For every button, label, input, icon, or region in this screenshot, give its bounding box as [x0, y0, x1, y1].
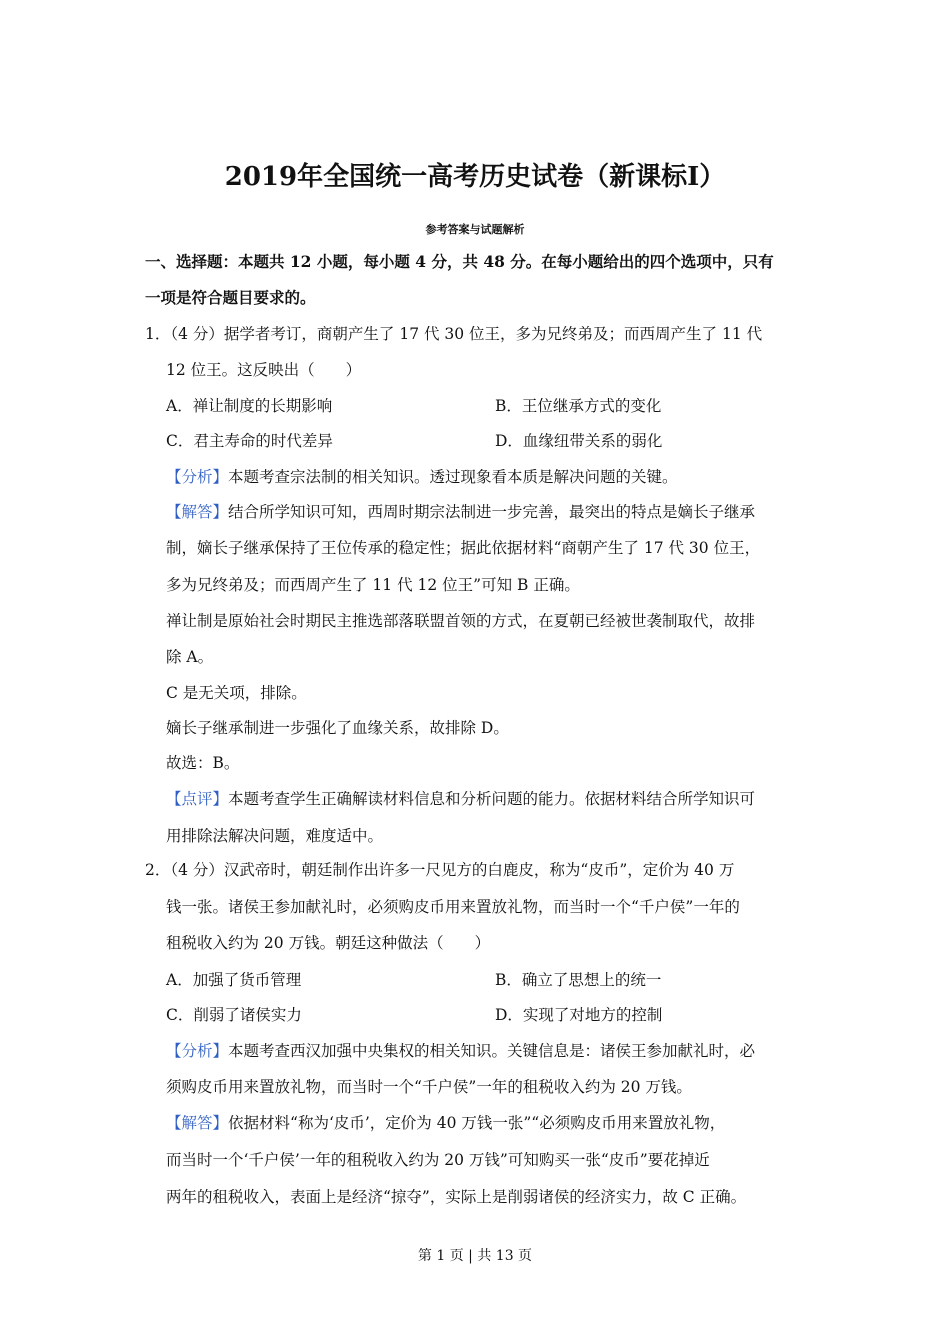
- answer: [166, 502, 755, 522]
- answer-text: C 是无关项，排除。: [166, 684, 307, 702]
- option-a: A．加强了货币管理: [166, 971, 302, 989]
- section-heading: 一项是符合题目要求的。: [145, 288, 316, 307]
- analysis: [166, 1041, 755, 1061]
- document-subtitle: 参考答案与试题解析: [425, 223, 525, 236]
- analysis-tag: 【分析】: [166, 468, 229, 486]
- answer-text: 嫡长子继承制进一步强化了血缘关系，故排除 D。: [166, 719, 509, 737]
- answer: [166, 1113, 725, 1133]
- answer-text: 结合所学知识可知，西周时期宗法制进一步完善，最突出的特点是嫡长子继承: [228, 503, 756, 521]
- answer-tag: 【解答】: [166, 1114, 229, 1132]
- question-2-stem: 租税收入约为 20 万钱。朝廷这种做法（ ）: [166, 934, 491, 952]
- answer-text: 而当时一个‘千户侯’一年的租税收入约为 20 万钱”可知购买一张“皮币”要花掉近: [166, 1151, 710, 1169]
- option-d: D．血缘纽带关系的弱化: [495, 432, 663, 450]
- answer-text: 制，嫡长子继承保持了王位传承的稳定性；据此依据材料“商朝产生了 17 代 30 位王，: [166, 539, 761, 557]
- option-c: C．削弱了诸侯实力: [166, 1006, 302, 1024]
- question-2-stem: 钱一张。诸侯王参加献礼时，必须购皮币用来置放礼物，而当时一个“千户侯”一年的: [166, 898, 740, 916]
- option-c: C．君主寿命的时代差异: [166, 432, 333, 450]
- answer-text: 多为兄终弟及；而西周产生了 11 代 12 位王”可知 B 正确。: [166, 576, 580, 594]
- answer-text: 除 A。: [166, 648, 214, 666]
- analysis-text: 本题考查西汉加强中央集权的相关知识。关键信息是：诸侯王参加献礼时，必: [228, 1042, 756, 1060]
- document-title: 2019年全国统一高考历史试卷（新课标Ⅰ）: [224, 162, 726, 192]
- option-d: D．实现了对地方的控制: [495, 1006, 663, 1024]
- question-1-stem: 1．（4 分）据学者考订，商朝产生了 17 代 30 位王，多为兄终弟及；而西周产生了 11 代: [145, 325, 763, 343]
- option-a: A．禅让制度的长期影响: [166, 397, 333, 415]
- answer-text: 禅让制是原始社会时期民主推选部落联盟首领的方式，在夏朝已经被世袭制取代，故排: [166, 612, 756, 630]
- comment: [166, 789, 755, 809]
- option-b: B．王位继承方式的变化: [495, 397, 662, 415]
- section-heading: 一、选择题：本题共 12 小题，每小题 4 分，共 48 分。在每小题给出的四个选项中，只有: [145, 252, 774, 271]
- answer-text: 故选：B。: [166, 754, 240, 772]
- question-2-stem: 2．（4 分）汉武帝时，朝廷制作出许多一尺见方的白鹿皮，称为“皮币”，定价为 40 万: [145, 861, 735, 879]
- answer-text: 两年的租税收入，表面上是经济“掠夺”，实际上是削弱诸侯的经济实力，故 C 正确。: [166, 1188, 747, 1206]
- question-1-stem: 12 位王。这反映出（ ）: [166, 361, 362, 379]
- answer-text: 依据材料“称为‘皮币’，定价为 40 万钱一张”“必须购皮币用来置放礼物，: [228, 1114, 726, 1132]
- analysis-text: 本题考查宗法制的相关知识。透过现象看本质是解决问题的关键。: [228, 468, 678, 486]
- comment-tag: 【点评】: [166, 790, 229, 808]
- comment-text: 本题考查学生正确解读材料信息和分析问题的能力。依据材料结合所学知识可: [228, 790, 756, 808]
- option-b: B．确立了思想上的统一: [495, 971, 662, 989]
- analysis-text: 须购皮币用来置放礼物，而当时一个“千户侯”一年的租税收入约为 20 万钱。: [166, 1078, 692, 1096]
- page-footer: 第 1 页 | 共 13 页: [417, 1248, 533, 1264]
- analysis-tag: 【分析】: [166, 1042, 229, 1060]
- answer-tag: 【解答】: [166, 503, 229, 521]
- comment-text: 用排除法解决问题，难度适中。: [166, 827, 384, 845]
- analysis: [166, 467, 678, 487]
